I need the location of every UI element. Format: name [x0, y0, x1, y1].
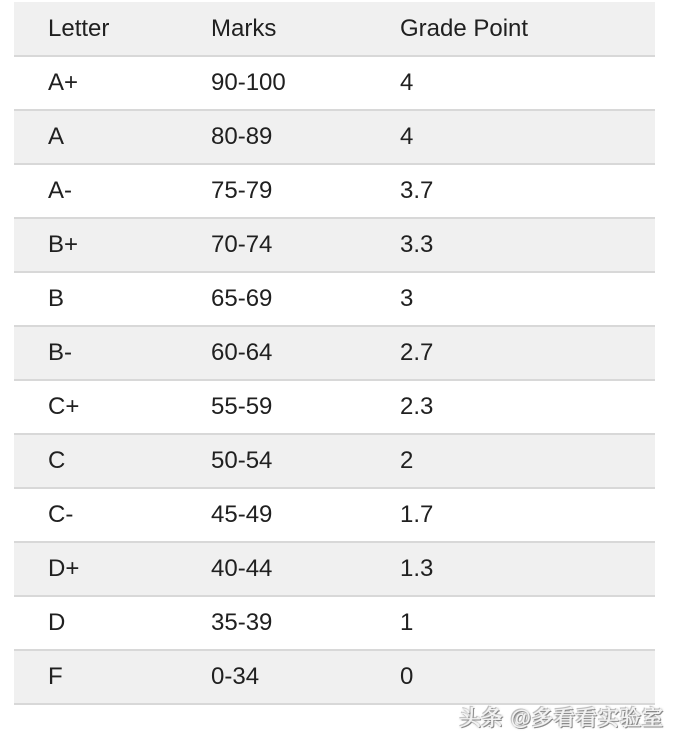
- table-row: [14, 434, 655, 488]
- cell-grade-point: 2.7: [400, 339, 434, 366]
- cell-grade-point: 3.3: [400, 231, 434, 258]
- cell-letter: C+: [48, 393, 80, 420]
- cell-marks: 90-100: [211, 69, 286, 96]
- cell-grade-point: 4: [400, 123, 414, 150]
- table-row: [14, 164, 655, 218]
- cell-marks: 70-74: [211, 231, 273, 258]
- table-row: [14, 272, 655, 326]
- cell-grade-point: 2.3: [400, 393, 434, 420]
- cell-letter: C-: [48, 501, 74, 528]
- grade-table-container: [14, 2, 655, 705]
- cell-grade-point: 1.7: [400, 501, 434, 528]
- cell-marks: 40-44: [211, 555, 273, 582]
- cell-marks: 35-39: [211, 609, 273, 636]
- cell-grade-point: 1.3: [400, 555, 434, 582]
- cell-letter: B-: [48, 339, 72, 366]
- cell-letter: A-: [48, 177, 72, 204]
- cell-letter: A: [48, 123, 65, 150]
- column-header-letter: Letter: [48, 14, 110, 42]
- table-row: [14, 650, 655, 704]
- cell-marks: 50-54: [211, 447, 273, 474]
- cell-marks: 65-69: [211, 285, 273, 312]
- cell-letter: D+: [48, 555, 80, 582]
- cell-marks: 80-89: [211, 123, 273, 150]
- table-row: [14, 56, 655, 110]
- cell-marks: 60-64: [211, 339, 273, 366]
- header-row: [14, 2, 655, 56]
- column-header-marks: Marks: [211, 14, 277, 42]
- grade-table-body: [14, 56, 655, 704]
- cell-letter: F: [48, 663, 63, 690]
- cell-grade-point: 3.7: [400, 177, 434, 204]
- table-row: [14, 326, 655, 380]
- table-row: [14, 218, 655, 272]
- table-row: [14, 488, 655, 542]
- cell-marks: 0-34: [211, 663, 260, 690]
- cell-grade-point: 1: [400, 609, 414, 636]
- cell-letter: C: [48, 447, 66, 474]
- table-row: [14, 380, 655, 434]
- grade-table-header: [14, 2, 655, 56]
- grade-table: [14, 2, 655, 705]
- cell-letter: B+: [48, 231, 79, 258]
- cell-letter: B: [48, 285, 65, 312]
- cell-letter: D: [48, 609, 66, 636]
- cell-grade-point: 4: [400, 69, 414, 96]
- table-row: [14, 110, 655, 164]
- cell-letter: A+: [48, 69, 79, 96]
- cell-grade-point: 3: [400, 285, 414, 312]
- table-row: [14, 596, 655, 650]
- column-header-grade-point: Grade Point: [400, 14, 529, 42]
- cell-grade-point: 2: [400, 447, 414, 474]
- cell-marks: 55-59: [211, 393, 273, 420]
- cell-marks: 75-79: [211, 177, 273, 204]
- cell-marks: 45-49: [211, 501, 273, 528]
- toutiao-watermark: 头条 @多看看实验室: [459, 707, 664, 730]
- table-row: [14, 542, 655, 596]
- cell-grade-point: 0: [400, 663, 414, 690]
